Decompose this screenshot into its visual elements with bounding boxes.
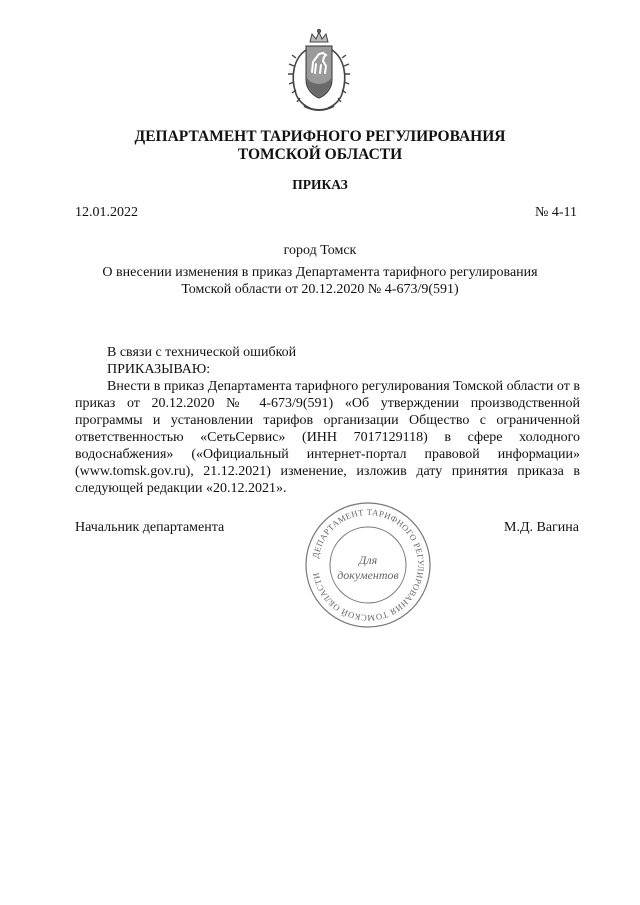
stamp-center-line1: Для xyxy=(358,553,378,567)
coat-of-arms-emblem xyxy=(286,28,352,116)
subject-line2: Томской области от 20.12.2020 № 4-673/9(591) xyxy=(181,282,459,297)
document-city: город Томск xyxy=(283,243,357,258)
stamp-ring-text: ДЕПАРТАМЕНТ ТАРИФНОГО РЕГУЛИРОВАНИЯ ТОМСКОЙ ОБЛАСТИ xyxy=(310,506,427,624)
subject-line1: О внесении изменения в приказ Департамента тарифного регулирования xyxy=(102,265,538,280)
signer-name: М.Д. Вагина xyxy=(504,520,579,535)
department-name-line2: ТОМСКОЙ ОБЛАСТИ xyxy=(237,146,403,163)
document-type: ПРИКАЗ xyxy=(292,177,348,192)
department-name-line1: ДЕПАРТАМЕНТ ТАРИФНОГО РЕГУЛИРОВАНИЯ xyxy=(134,128,506,145)
document-number: № 4-11 xyxy=(535,205,577,220)
order-word: ПРИКАЗЫВАЮ: xyxy=(107,362,211,377)
document-subject xyxy=(70,264,570,298)
stamp-center-line2: документов xyxy=(337,568,399,582)
official-stamp xyxy=(303,500,433,630)
reason-text: В связи с технической ошибкой xyxy=(107,345,297,360)
main-paragraph: Внести в приказ Департамента тарифного регулирования Томской области от в приказ от 20.12.2020 № 4-673/9(591) «Об утверждении производственной программы и установлении тарифов организации Общество с ограниченной ответственностью «СетьСервис» (ИНН 7017129118) в сфере холодного водоснабжения» («Официальный интернет-портал правовой информации» (www.tomsk.gov.ru), 21.12.2021) изменение, изложив дату принятия приказа в следующей редакции «20.12.2021». xyxy=(75,379,580,496)
signer-position: Начальник департамента xyxy=(75,520,225,535)
document-date: 12.01.2022 xyxy=(75,205,138,220)
